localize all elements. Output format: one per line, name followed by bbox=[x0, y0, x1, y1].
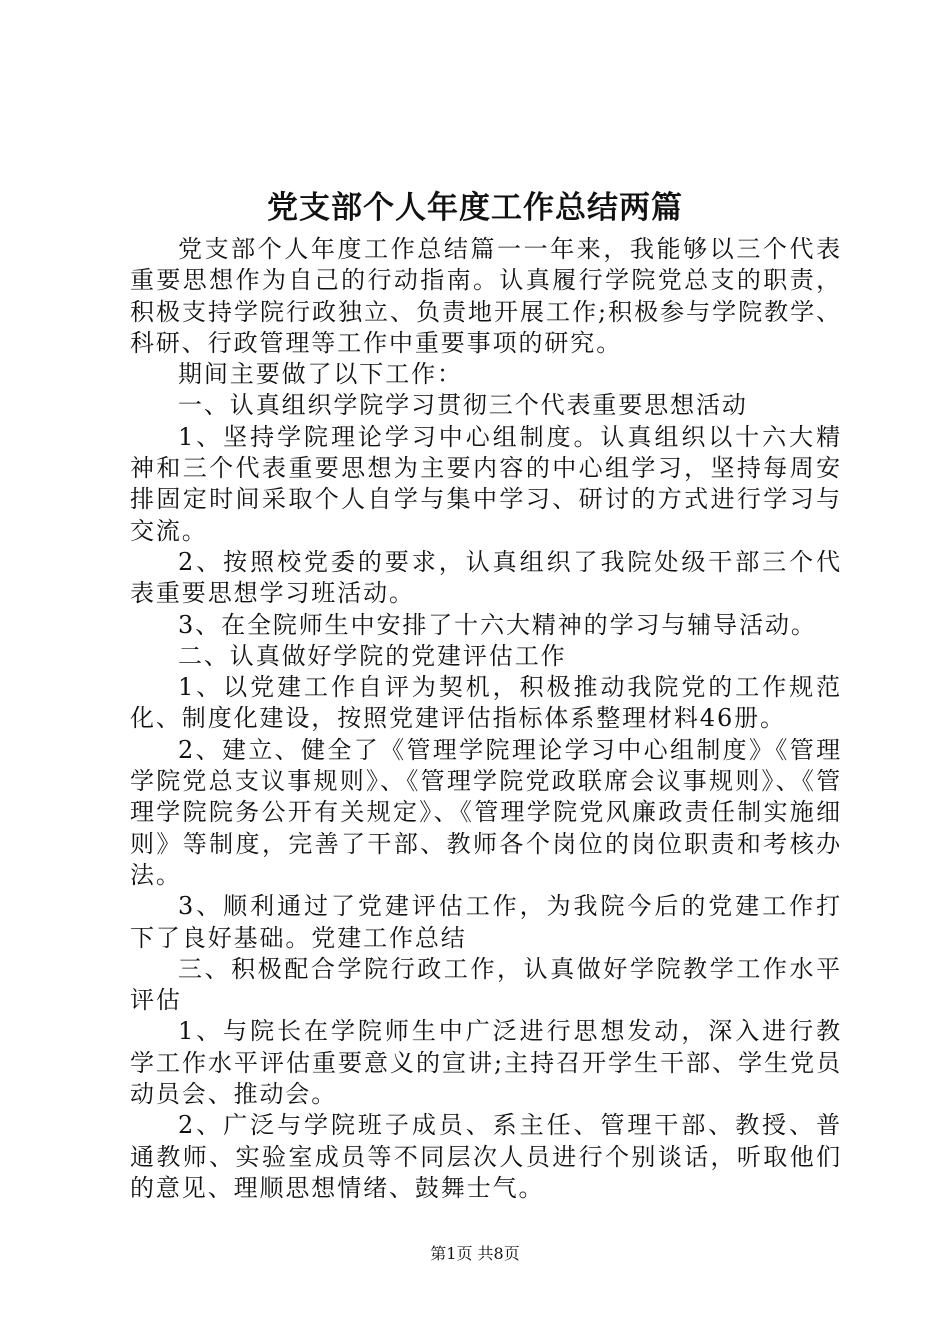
section-heading: 一、认真组织学院学习贯彻三个代表重要思想活动 bbox=[178, 391, 748, 420]
paragraph: 1、与院长在学院师生中广泛进行思想发动，深入进行教学工作水平评估重要意义的宣讲;主持召开学生干部、学生党员动员会、推动会。 bbox=[130, 1017, 842, 1109]
paragraph: 2、广泛与学院班子成员、系主任、管理干部、教授、普通教师、实验室成员等不同层次人员进行个别谈话，听取他们的意见、理顺思想情绪、鼓舞士气。 bbox=[130, 1111, 842, 1202]
paragraph: 2、按照校党委的要求，认真组织了我院处级干部三个代表重要思想学习班活动。 bbox=[130, 547, 842, 608]
paragraph: 3、顺利通过了党建评估工作，为我院今后的党建工作打下了良好基础。党建工作总结 bbox=[130, 892, 842, 952]
paragraph: 1、坚持学院理论学习中心组制度。认真组织以十六大精神和三个代表重要思想为主要内容的中心组学习，坚持每周安排固定时间采取个人自学与集中学习、研讨的方式进行学习与交流。 bbox=[130, 422, 842, 545]
paragraph: 3、在全院师生中安排了十六大精神的学习与辅导活动。 bbox=[178, 610, 817, 639]
section-heading: 三、积极配合学院行政工作，认真做好学院教学工作水平评估 bbox=[130, 954, 842, 1015]
paragraph: 2、建立、健全了《管理学院理论学习中心组制度》《管理学院党总支议事规则》、《管理学院党政联席会议事规则》、《管理学院院务公开有关规定》、《管理学院党风廉政责任制实施细则》等制度，完善了干部、教师各个岗位的岗位职责和考核办法。 bbox=[130, 735, 842, 889]
paragraph: 1、以党建工作自评为契机，积极推动我院党的工作规范化、制度化建设，按照党建评估指标体系整理材料46册。 bbox=[130, 673, 842, 733]
paragraph: 期间主要做了以下工作： bbox=[178, 360, 463, 389]
document-body bbox=[130, 234, 842, 1204]
section-heading: 二、认真做好学院的党建评估工作 bbox=[178, 641, 567, 670]
document-title: 党支部个人年度工作总结两篇 bbox=[267, 190, 683, 226]
page-number-footer: 第1页 共8页 bbox=[430, 1244, 520, 1263]
paragraph: 党支部个人年度工作总结篇一一年来，我能够以三个代表重要思想作为自己的行动指南。认真履行学院党总支的职责，积极支持学院行政独立、负责地开展工作;积极参与学院教学、科研、行政管理等工作中重要事项的研究。 bbox=[130, 235, 842, 357]
